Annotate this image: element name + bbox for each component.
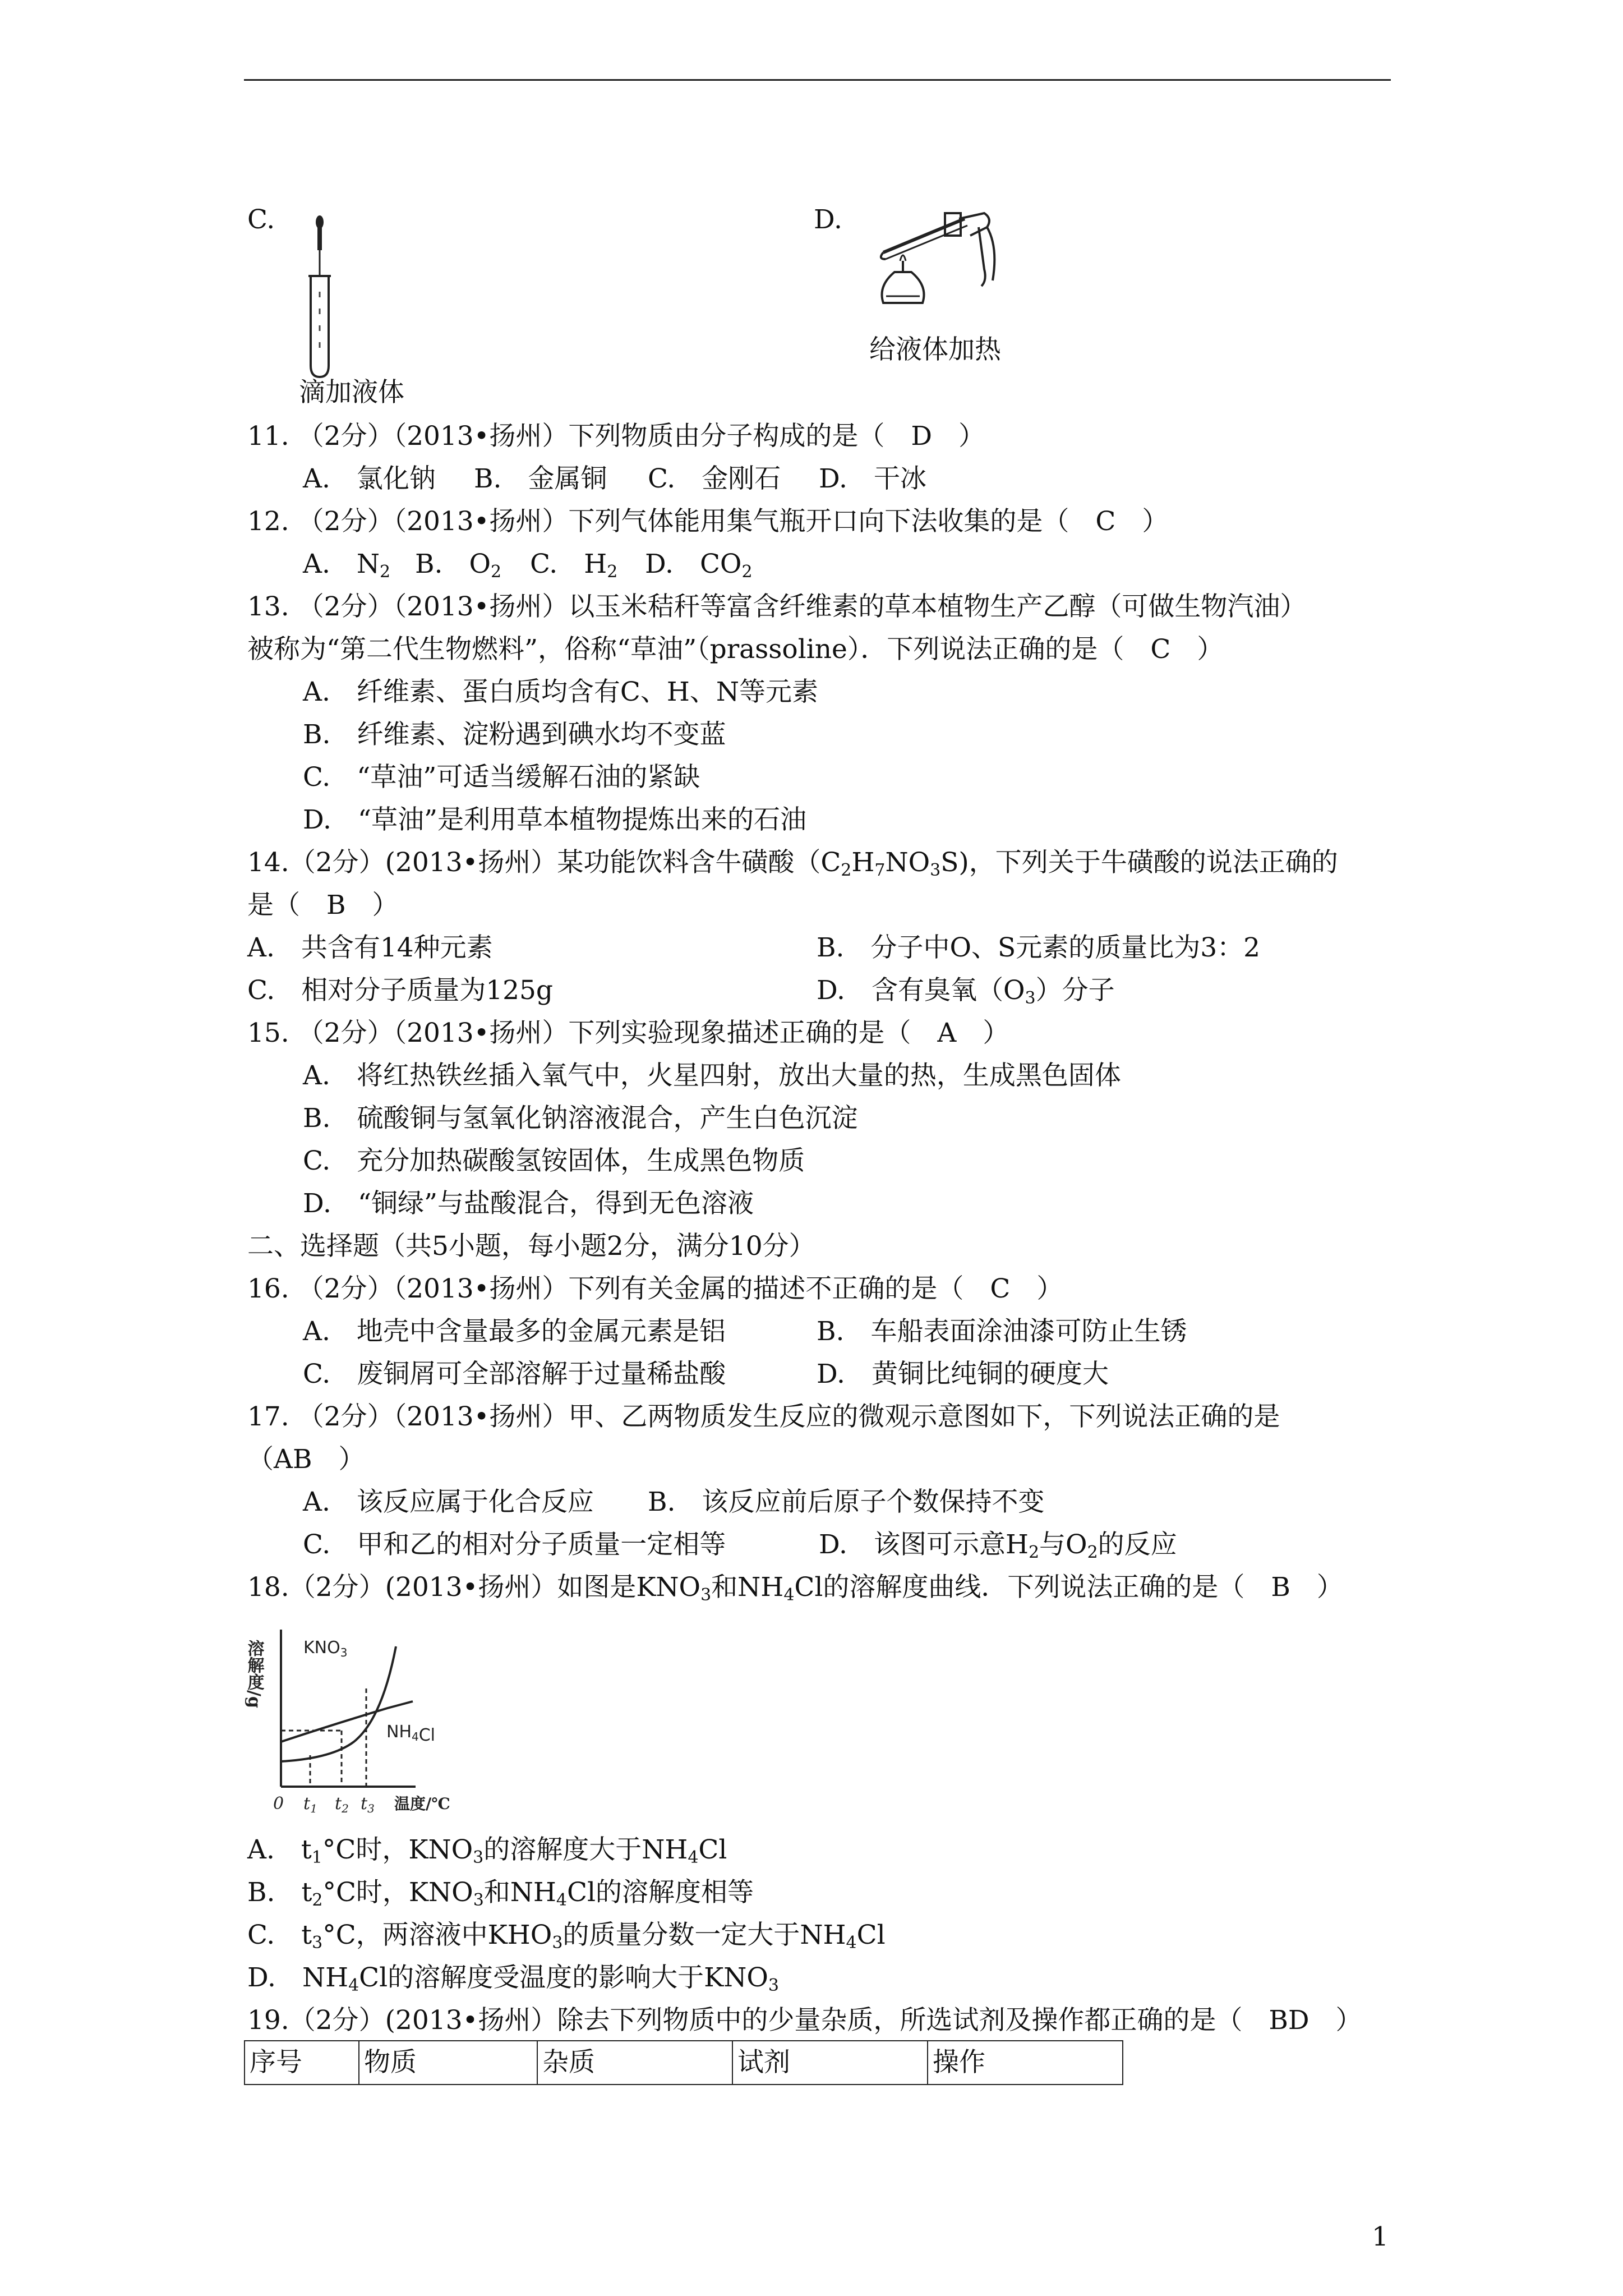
chart-xlabel: 温度/℃ (394, 1795, 450, 1813)
table-header-cell: 试剂 (732, 2041, 928, 2085)
q18-option-a: A. $t_1^\circ C$时，$KNO_3$的溶解度大于$NH_4Cl$ (247, 1834, 727, 1867)
table-header-cell: 杂质 (537, 2041, 732, 2085)
heating-liquid-figure (872, 196, 1001, 309)
q17-option-b: B. 该反应前后原子个数保持不变 (648, 1487, 1045, 1517)
q13-option-a: A. 纤维素、蛋白质均含有C、H、N等元素 (303, 677, 818, 707)
chart-ylabel: 溶解度/g (244, 1640, 264, 1708)
page-number: 1 (1372, 2221, 1389, 2252)
q16-option-b: B. 车船表面涂油漆可防止生锈 (817, 1316, 1187, 1347)
series-kno3-curve (281, 1646, 396, 1761)
q11-option-c: C. 金刚石 (648, 463, 781, 494)
table-header-cell: 序号 (245, 2041, 359, 2085)
q17-option-a: A. 该反应属于化合反应 (303, 1487, 594, 1517)
dropper-test-tube-figure (303, 213, 336, 381)
figure-d-label: D. (814, 204, 842, 235)
q13-stem-line2: 被称为“第二代生物燃料”，俗称“草油”（prassoline）．下列说法正确的是（ C ） (247, 634, 1224, 665)
q12-option-a: A. $N_2$ (303, 549, 391, 582)
table-header-cell: 物质 (359, 2041, 537, 2085)
q11-option-d: D. 干冰 (819, 463, 926, 494)
q13-option-b: B. 纤维素、淀粉遇到碘水均不变蓝 (303, 719, 726, 750)
q18-option-d: D. $NH_4Cl$的溶解度受温度的影响大于$KNO_3$ (247, 1962, 780, 1995)
q11-stem: 11. （2分）（2013•扬州）下列物质由分子构成的是（ D ） (247, 421, 985, 452)
figure-d-caption: 给液体加热 (869, 334, 1001, 365)
q18-stem: 18.（2分）(2013•扬州）如图是$KNO_3$和$NH_4Cl$的溶解度曲线．下列说法正确的是（ B ） (247, 1572, 1343, 1605)
q14-stem-line1: 14.（2分）(2013•扬州）某功能饮料含牛磺酸$(C_2H_7NO_3S)$，下列关于牛磺酸的说法正确的 (247, 847, 1338, 880)
q19-stem: 19.（2分）(2013•扬州）除去下列物质中的少量杂质，所选试剂及操作都正确的是（ BD ） (247, 2005, 1362, 2036)
q13-option-c: C. “草油”可适当缓解石油的紧缺 (303, 762, 700, 793)
q15-option-a: A. 将红热铁丝插入氧气中，火星四射，放出大量的热，生成黑色固体 (303, 1060, 1121, 1091)
q16-option-a: A. 地壳中含量最多的金属元素是铝 (303, 1316, 726, 1347)
q15-option-c: C. 充分加热碳酸氢铵固体，生成黑色物质 (303, 1145, 805, 1176)
q14-stem-line2: 是（ B ） (247, 890, 399, 921)
q15-stem: 15. （2分）（2013•扬州）下列实验现象描述正确的是（ A ） (247, 1018, 1009, 1048)
q17-option-c: C. 甲和乙的相对分子质量一定相等 (303, 1529, 726, 1560)
q14-option-b: B. 分子中O、S元素的质量比为3：2 (817, 932, 1261, 963)
q18-option-c: C. $t_3^\circ C$，两溶液中$KHO_3$的质量分数一定大于$NH_4Cl$ (247, 1920, 886, 1953)
q12-option-d: D. $CO_2$ (645, 549, 753, 582)
q17-stem-line2: （AB ） (247, 1444, 365, 1475)
q13-stem-line1: 13. （2分）（2013•扬州）以玉米秸秆等富含纤维素的草本植物生产乙醇（可做生物汽油） (247, 591, 1307, 622)
q12-option-c: C. $H_2$ (530, 549, 618, 582)
table-header-row (245, 2041, 1123, 2085)
x-tick-t3: $t_3$ (361, 1794, 375, 1815)
x-tick-t1: $t_1$ (303, 1794, 317, 1815)
q16-stem: 16. （2分）（2013•扬州）下列有关金属的描述不正确的是（ C ） (247, 1273, 1063, 1304)
solubility-curve-chart (244, 1618, 488, 1815)
x-tick-t2: $t_2$ (335, 1794, 349, 1815)
q11-option-a: A. 氯化钠 (303, 463, 436, 494)
q11-option-b: B. 金属铜 (474, 463, 607, 494)
q17-option-d: D. 该图可示意$H_2$与$O_2$的反应 (819, 1529, 1177, 1562)
q12-stem: 12. （2分）（2013•扬州）下列气体能用集气瓶开口向下法收集的是（ C ） (247, 506, 1169, 537)
q15-option-b: B. 硫酸铜与氢氧化钠溶液混合，产生白色沉淀 (303, 1103, 858, 1134)
header-rule (244, 79, 1391, 81)
table-header-cell: 操作 (928, 2041, 1123, 2085)
x-tick-0: 0 (273, 1794, 284, 1814)
q16-option-d: D. 黄铜比纯铜的硬度大 (817, 1359, 1109, 1389)
series-nh4cl-label: $NH_4Cl$ (386, 1722, 436, 1745)
figure-c-caption: 滴加液体 (299, 377, 404, 408)
q15-option-d: D. “铜绿”与盐酸混合，得到无色溶液 (303, 1188, 754, 1219)
q18-option-b: B. $t_2^\circ C$时，$KNO_3$和$NH_4Cl$的溶解度相等 (247, 1877, 754, 1910)
figure-c-label: C. (247, 204, 275, 235)
q17-stem-line1: 17. （2分）（2013•扬州）甲、乙两物质发生反应的微观示意图如下，下列说法正确的是 (247, 1401, 1280, 1432)
q19-table (244, 2040, 1123, 2085)
q12-option-b: B. $O_2$ (415, 549, 502, 582)
q16-option-c: C. 废铜屑可全部溶解于过量稀盐酸 (303, 1359, 726, 1389)
q14-option-a: A. 共含有14种元素 (247, 932, 493, 963)
section-2-heading: 二、选择题（共5小题，每小题2分，满分10分） (247, 1231, 815, 1262)
q13-option-d: D. “草油”是利用草本植物提炼出来的石油 (303, 804, 807, 835)
q14-option-c: C. 相对分子质量为125g (247, 975, 554, 1006)
q14-option-d: D. 含有臭氧$(O_3)$分子 (817, 975, 1115, 1008)
series-kno3-label: $KNO_3$ (303, 1638, 348, 1659)
